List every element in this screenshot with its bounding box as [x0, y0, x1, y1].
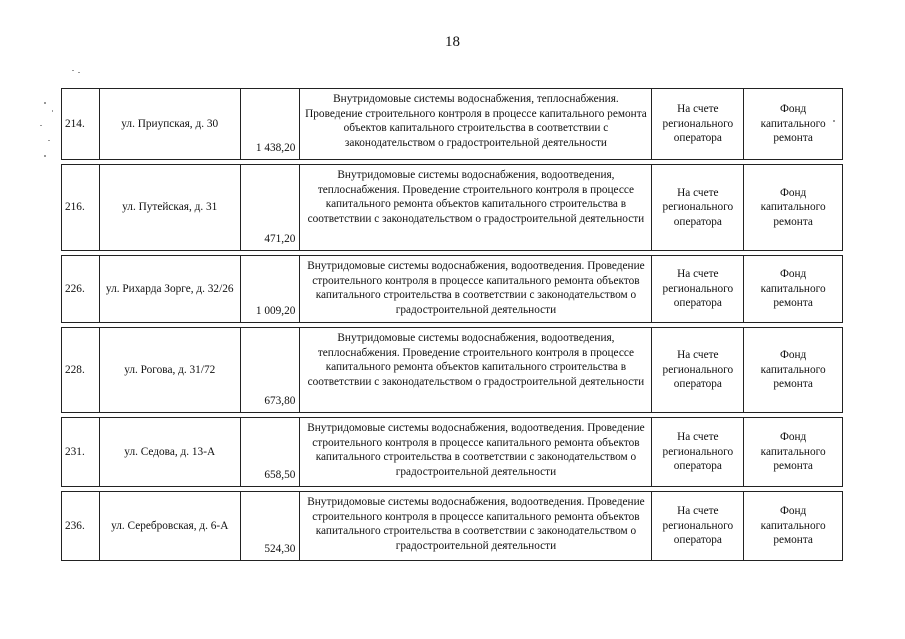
row-address: ул. Рихарда Зорге, д. 32/26: [100, 256, 241, 322]
table-row: [61, 327, 843, 413]
row-address: ул. Серебровская, д. 6-А: [100, 492, 241, 560]
row-funding-source: Фонд капитального ремонта: [760, 186, 826, 228]
row-cost: 1 438,20: [241, 89, 301, 159]
row-description: Внутридомовые системы водоснабжения, водоотведения, теплоснабжения. Проведение строительного контроля в процессе капитального ремонта объектов капитального строительства в соответствии с законодательством о градостроительной деятельности: [300, 165, 652, 250]
table-row: [61, 255, 843, 323]
row-funds-location: На счете регионального оператора: [652, 328, 744, 412]
row-number: 228.: [62, 328, 100, 412]
row-address: ул. Рогова, д. 31/72: [100, 328, 241, 412]
row-address: ул. Седова, д. 13-А: [100, 418, 241, 486]
page-number: 18: [445, 34, 460, 50]
row-number: 214.: [62, 89, 100, 159]
table-row: [61, 164, 843, 251]
row-cost: 471,20: [241, 165, 301, 250]
row-address: ул. Приупская, д. 30: [100, 89, 241, 159]
row-number: 216.: [62, 165, 100, 250]
table-row: [61, 417, 843, 487]
row-funds-location: На счете регионального оператора: [652, 89, 744, 159]
row-number: 226.: [62, 256, 100, 322]
row-cost: 673,80: [241, 328, 301, 412]
row-funding-source: Фонд капитального ремонта: [760, 268, 826, 310]
table-row: [61, 88, 843, 160]
row-cost: 524,30: [241, 492, 301, 560]
row-address: ул. Путейская, д. 31: [100, 165, 241, 250]
row-cost: 1 009,20: [241, 256, 301, 322]
row-description: Внутридомовые системы водоснабжения, водоотведения. Проведение строительного контроля в процессе капитального ремонта объектов капитального строительства в соответствии с законодательством о градостроительной деятельности: [300, 492, 652, 560]
row-cost: 658,50: [241, 418, 301, 486]
row-description: Внутридомовые системы водоснабжения, водоотведения, теплоснабжения. Проведение строительного контроля в процессе капитального ремонта объектов капитального строительства в соответствии с законодательством о градостроительной деятельности: [300, 328, 652, 412]
row-description: Внутридомовые системы водоснабжения, водоотведения. Проведение строительного контроля в процессе капитального ремонта объектов капитального строительства в соответствии с законодательством о градостроительной деятельности: [300, 256, 652, 322]
row-funding-source: Фонд капитального ремонта: [760, 349, 826, 391]
row-funding-source: Фонд капитального ремонта: [760, 103, 826, 145]
row-number: 236.: [62, 492, 100, 560]
row-description: Внутридомовые системы водоснабжения, теплоснабжения. Проведение строительного контроля в процессе капитального ремонта объектов капитального строительства в соответствии с законодательством о градостроительной деятельности: [300, 89, 652, 159]
row-number: 231.: [62, 418, 100, 486]
work-table: [61, 88, 843, 565]
row-funds-location: На счете регионального оператора: [652, 418, 744, 486]
row-funds-location: На счете регионального оператора: [652, 492, 744, 560]
table-row: [61, 491, 843, 561]
row-funding-source: Фонд капитального ремонта: [760, 505, 826, 547]
row-description: Внутридомовые системы водоснабжения, водоотведения. Проведение строительного контроля в процессе капитального ремонта объектов капитального строительства в соответствии с законодательством о градостроительной деятельности: [300, 418, 652, 486]
row-funds-location: На счете регионального оператора: [652, 256, 744, 322]
row-funding-source: Фонд капитального ремонта: [760, 431, 826, 473]
row-funds-location: На счете регионального оператора: [652, 165, 744, 250]
